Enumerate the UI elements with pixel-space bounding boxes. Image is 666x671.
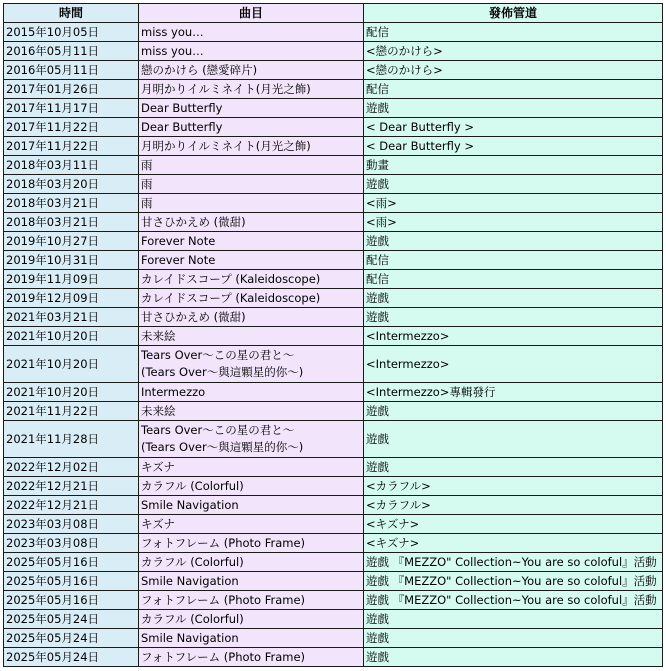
- date-cell: 2018年03月20日: [4, 175, 139, 194]
- table-row: [4, 327, 663, 346]
- song-title-line: カラフル (Colorful): [141, 478, 244, 493]
- song-title-line: 雨: [141, 176, 153, 191]
- song-title-line: Smile Navigation: [141, 573, 239, 588]
- table-row: [4, 118, 663, 137]
- channel-cell: 遊戲 『MEZZO" Collection~You are so coloful』活動: [364, 572, 663, 591]
- song-cell: [139, 23, 364, 42]
- song-cell: [139, 232, 364, 251]
- date-cell: 2021年11月22日: [4, 402, 139, 421]
- song-title-line: Smile Navigation: [141, 497, 239, 512]
- date-cell: 2019年12月09日: [4, 289, 139, 308]
- channel-cell: < Dear Butterfly >: [364, 118, 663, 137]
- song-title-line: 戀のかけら (戀愛碎片): [141, 62, 258, 77]
- song-cell: [139, 99, 364, 118]
- song-cell: [139, 327, 364, 346]
- table-row: [4, 80, 663, 99]
- channel-cell: <カラフル>: [364, 477, 663, 496]
- date-cell: 2021年10月20日: [4, 346, 139, 383]
- table-row: [4, 421, 663, 458]
- header-song: 曲目: [139, 4, 364, 23]
- channel-cell: 遊戲: [364, 308, 663, 327]
- date-cell: 2018年03月21日: [4, 194, 139, 213]
- song-cell: [139, 553, 364, 572]
- date-cell: 2021年10月20日: [4, 383, 139, 402]
- date-cell: 2021年11月28日: [4, 421, 139, 458]
- song-cell: [139, 289, 364, 308]
- song-title-line: Dear Butterfly: [141, 119, 223, 134]
- song-title-line: カレイドスコープ (Kaleidoscope): [141, 271, 321, 286]
- date-cell: 2022年12月21日: [4, 496, 139, 515]
- date-cell: 2021年03月21日: [4, 308, 139, 327]
- song-cell: [139, 175, 364, 194]
- channel-cell: 遊戲: [364, 289, 663, 308]
- table-row: [4, 99, 663, 118]
- song-cell: [139, 118, 364, 137]
- song-cell: [139, 629, 364, 648]
- song-cell: [139, 270, 364, 289]
- channel-cell: <戀のかけら>: [364, 42, 663, 61]
- channel-cell: 遊戲: [364, 458, 663, 477]
- song-cell: [139, 421, 364, 458]
- channel-cell: 遊戲: [364, 421, 663, 458]
- song-title-line: (Tears Over～與這顆星的你～): [141, 440, 304, 454]
- table-row: [4, 42, 663, 61]
- date-cell: 2017年01月26日: [4, 80, 139, 99]
- song-cell: [139, 61, 364, 80]
- song-title-line: カラフル (Colorful): [141, 611, 244, 626]
- release-table: [3, 3, 663, 667]
- song-title-line: Intermezzo: [141, 384, 206, 399]
- channel-cell: 遊戲: [364, 232, 663, 251]
- channel-cell: 配信: [364, 80, 663, 99]
- song-title-line: 雨: [141, 157, 153, 172]
- song-cell: [139, 80, 364, 99]
- song-title-line: Dear Butterfly: [141, 100, 223, 115]
- song-title-line: 月明かりイルミネイト(月光之飾): [141, 81, 311, 96]
- song-title-line: Tears Over～この星の君と～: [141, 423, 295, 437]
- header-time: 時間: [4, 4, 139, 23]
- table-row: [4, 458, 663, 477]
- date-cell: 2018年03月11日: [4, 156, 139, 175]
- channel-cell: 遊戲: [364, 99, 663, 118]
- table-body: [4, 23, 663, 667]
- channel-cell: < Dear Butterfly >: [364, 137, 663, 156]
- date-cell: 2017年11月22日: [4, 137, 139, 156]
- song-cell: [139, 591, 364, 610]
- channel-cell: <雨>: [364, 213, 663, 232]
- table-row: [4, 477, 663, 496]
- song-title-line: カレイドスコープ (Kaleidoscope): [141, 290, 321, 305]
- header-channel: 發佈管道: [364, 4, 663, 23]
- song-title-line: フォトフレーム (Photo Frame): [141, 592, 306, 607]
- channel-cell: <キズナ>: [364, 515, 663, 534]
- header-row: [4, 4, 663, 23]
- channel-cell: 配信: [364, 251, 663, 270]
- channel-cell: 配信: [364, 270, 663, 289]
- date-cell: 2025年05月16日: [4, 572, 139, 591]
- channel-cell: 遊戲: [364, 402, 663, 421]
- song-cell: [139, 610, 364, 629]
- date-cell: 2021年10月20日: [4, 327, 139, 346]
- song-title-line: 月明かりイルミネイト(月光之飾): [141, 138, 311, 153]
- table-row: [4, 23, 663, 42]
- channel-cell: <カラフル>: [364, 496, 663, 515]
- table-row: [4, 591, 663, 610]
- date-cell: 2019年11月09日: [4, 270, 139, 289]
- song-cell: [139, 42, 364, 61]
- date-cell: 2025年05月24日: [4, 648, 139, 667]
- table-row: [4, 346, 663, 383]
- date-cell: 2025年05月24日: [4, 610, 139, 629]
- table-row: [4, 156, 663, 175]
- date-cell: 2015年10月05日: [4, 23, 139, 42]
- song-title-line: (Tears Over～與這顆星的你～): [141, 365, 304, 379]
- song-title-line: 雨: [141, 195, 153, 210]
- channel-cell: <Intermezzo>專輯發行: [364, 383, 663, 402]
- song-title-line: 甘さひかえめ (微甜): [141, 214, 246, 229]
- table-row: [4, 496, 663, 515]
- song-title-line: キズナ: [141, 516, 176, 531]
- date-cell: 2019年10月27日: [4, 232, 139, 251]
- song-title-line: フォトフレーム (Photo Frame): [141, 535, 306, 550]
- song-title-line: Smile Navigation: [141, 630, 239, 645]
- channel-cell: <戀のかけら>: [364, 61, 663, 80]
- table-row: [4, 515, 663, 534]
- song-title-line: フォトフレーム (Photo Frame): [141, 649, 306, 664]
- song-title-line: Forever Note: [141, 233, 216, 248]
- table-row: [4, 213, 663, 232]
- channel-cell: 動畫: [364, 156, 663, 175]
- song-cell: [139, 137, 364, 156]
- channel-cell: 遊戲 『MEZZO" Collection~You are so coloful』活動: [364, 553, 663, 572]
- channel-cell: 遊戲: [364, 648, 663, 667]
- song-cell: [139, 648, 364, 667]
- table-row: [4, 534, 663, 553]
- song-title-line: 未来絵: [141, 403, 176, 418]
- song-cell: [139, 308, 364, 327]
- table-row: [4, 308, 663, 327]
- song-title-line: Forever Note: [141, 252, 216, 267]
- table-row: [4, 610, 663, 629]
- table-row: [4, 402, 663, 421]
- song-cell: [139, 213, 364, 232]
- channel-cell: 遊戲: [364, 610, 663, 629]
- date-cell: 2016年05月11日: [4, 42, 139, 61]
- table-row: [4, 572, 663, 591]
- song-cell: [139, 572, 364, 591]
- song-title-line: Tears Over～この星の君と～: [141, 348, 295, 362]
- table-row: [4, 251, 663, 270]
- song-title-line: カラフル (Colorful): [141, 554, 244, 569]
- date-cell: 2025年05月16日: [4, 553, 139, 572]
- date-cell: 2023年03月08日: [4, 515, 139, 534]
- song-cell: [139, 515, 364, 534]
- table-row: [4, 61, 663, 80]
- table-row: [4, 648, 663, 667]
- table-row: [4, 383, 663, 402]
- table-row: [4, 194, 663, 213]
- song-cell: [139, 458, 364, 477]
- song-cell: [139, 251, 364, 270]
- song-cell: [139, 383, 364, 402]
- channel-cell: <キズナ>: [364, 534, 663, 553]
- table-row: [4, 289, 663, 308]
- table-row: [4, 232, 663, 251]
- table-row: [4, 175, 663, 194]
- channel-cell: 配信: [364, 23, 663, 42]
- channel-cell: <雨>: [364, 194, 663, 213]
- song-cell: [139, 496, 364, 515]
- channel-cell: <Intermezzo>: [364, 327, 663, 346]
- table-row: [4, 553, 663, 572]
- song-title-line: キズナ: [141, 459, 176, 474]
- song-title-line: miss you…: [141, 43, 204, 58]
- song-cell: [139, 156, 364, 175]
- channel-cell: 遊戲: [364, 629, 663, 648]
- song-cell: [139, 477, 364, 496]
- date-cell: 2016年05月11日: [4, 61, 139, 80]
- channel-cell: 遊戲 『MEZZO" Collection~You are so coloful』活動: [364, 591, 663, 610]
- table-row: [4, 629, 663, 648]
- date-cell: 2019年10月31日: [4, 251, 139, 270]
- date-cell: 2022年12月02日: [4, 458, 139, 477]
- date-cell: 2023年03月08日: [4, 534, 139, 553]
- song-cell: [139, 402, 364, 421]
- table-row: [4, 137, 663, 156]
- song-title-line: 未来絵: [141, 328, 176, 343]
- channel-cell: 遊戲: [364, 175, 663, 194]
- song-cell: [139, 194, 364, 213]
- channel-cell: <Intermezzo>: [364, 346, 663, 383]
- date-cell: 2025年05月24日: [4, 629, 139, 648]
- date-cell: 2017年11月17日: [4, 99, 139, 118]
- song-title-line: 甘さひかえめ (微甜): [141, 309, 246, 324]
- song-cell: [139, 534, 364, 553]
- date-cell: 2018年03月21日: [4, 213, 139, 232]
- date-cell: 2025年05月16日: [4, 591, 139, 610]
- song-cell: [139, 346, 364, 383]
- table-row: [4, 270, 663, 289]
- song-title-line: miss you…: [141, 24, 204, 39]
- date-cell: 2022年12月21日: [4, 477, 139, 496]
- date-cell: 2017年11月22日: [4, 118, 139, 137]
